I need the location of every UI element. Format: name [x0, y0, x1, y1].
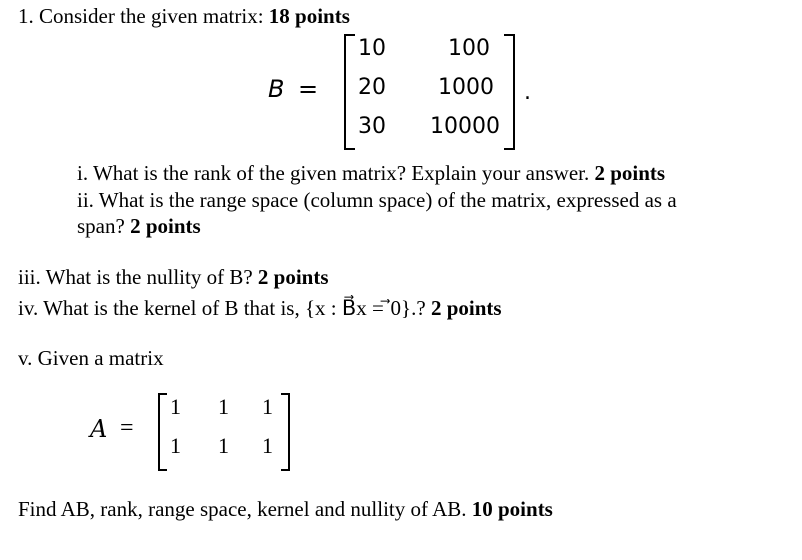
matrix-b-cell: 100: [448, 36, 490, 61]
matrix-b: [0, 0, 802, 160]
question-points: 18 points: [268, 4, 350, 28]
part-iii-text: iii. What is the nullity of B?: [18, 265, 253, 289]
matrix-b-cell: 30: [358, 114, 386, 139]
final-task: [18, 497, 553, 521]
part-v-text: v. Given a matrix: [18, 346, 164, 370]
matrix-a-left-bracket: [158, 393, 167, 471]
part-ii-text-continued: span?: [77, 214, 125, 238]
part-iv: [18, 296, 502, 320]
matrix-a-cell: 1: [218, 394, 229, 419]
part-iv-text: iv. What is the kernel of B that is, {x : B⃗x = ⃗0}.?: [18, 296, 426, 320]
matrix-a-cell: 1: [218, 433, 229, 458]
matrix-b-cell: 1000: [438, 75, 494, 100]
matrix-a-name: A: [90, 415, 108, 443]
matrix-b-left-bracket: [344, 34, 355, 150]
matrix-b-cell: 10: [358, 36, 386, 61]
matrix-a-cell: 1: [170, 394, 181, 419]
part-ii-text: ii. What is the range space (column space) of the matrix, expressed as a: [77, 188, 677, 212]
matrix-b-cell: 10000: [430, 114, 500, 139]
matrix-a-right-bracket: [281, 393, 290, 471]
final-task-text: Find AB, rank, range space, kernel and nullity of AB.: [18, 497, 467, 521]
question-prompt: Consider the given matrix:: [39, 4, 264, 28]
question-number: 1.: [18, 4, 34, 28]
part-i-text: i. What is the rank of the given matrix? Explain your answer.: [77, 161, 590, 185]
part-ii-points: 2 points: [130, 214, 201, 238]
part-i-points: 2 points: [594, 161, 666, 185]
matrix-a-cell: 1: [170, 433, 181, 458]
part-ii-line1: [77, 188, 677, 212]
matrix-b-cell: 20: [358, 75, 386, 100]
matrix-a-equals: =: [120, 415, 134, 441]
matrix-b-trailing-period: .: [524, 80, 531, 105]
matrix-b-right-bracket: [504, 34, 515, 150]
final-task-points: 10 points: [471, 497, 553, 521]
part-ii-line2: [77, 214, 201, 238]
part-i: [77, 161, 665, 185]
part-iii-points: 2 points: [257, 265, 329, 289]
part-iii: [18, 265, 329, 289]
matrix-b-equals: =: [298, 75, 319, 103]
part-iv-points: 2 points: [430, 296, 502, 320]
matrix-a-cell: 1: [262, 394, 273, 419]
matrix-b-name: B: [268, 75, 285, 103]
part-v: [18, 346, 164, 370]
matrix-a-cell: 1: [262, 433, 273, 458]
